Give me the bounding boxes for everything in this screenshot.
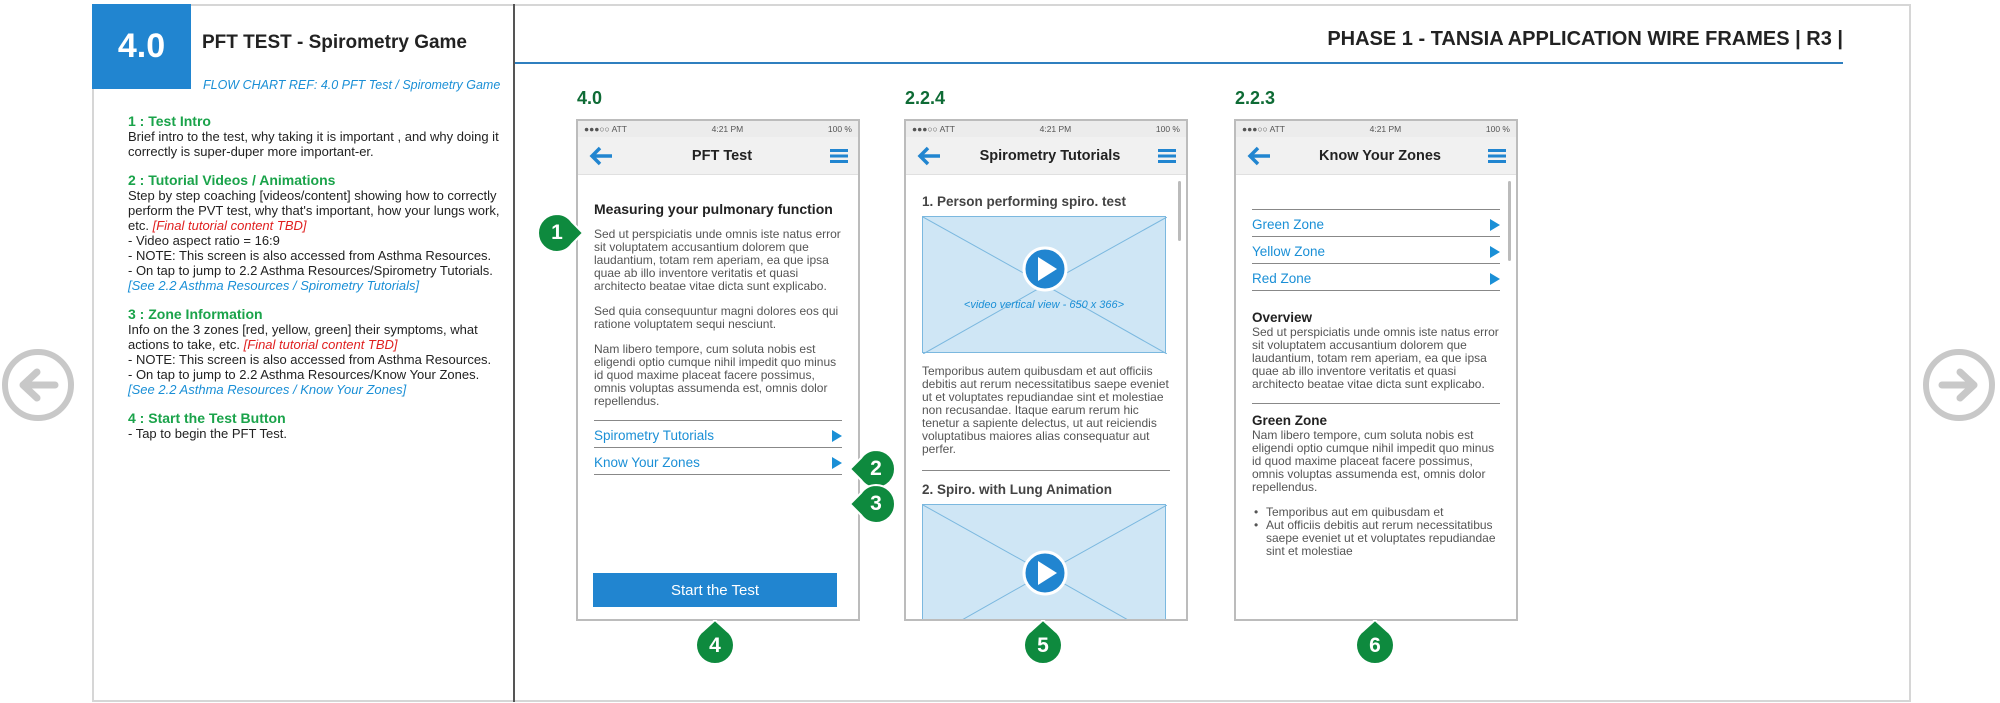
video-placeholder-graphic: [923, 505, 1167, 621]
callout-number: 6: [1369, 634, 1381, 657]
back-arrow-icon[interactable]: [588, 146, 614, 166]
section-number-badge: 4.0: [92, 4, 191, 89]
video-placeholder-graphic: [923, 217, 1167, 354]
arrow-left-icon: [1, 348, 75, 422]
note-3-ref: [See 2.2 Asthma Resources / Know Your Zones]: [128, 382, 407, 397]
note-1-heading: 1 : Test Intro: [128, 113, 211, 129]
note-3-heading: 3 : Zone Information: [128, 306, 263, 322]
clock: 4:21 PM: [1369, 124, 1402, 134]
note-3: [128, 307, 503, 397]
red-zone-link[interactable]: [1252, 264, 1500, 291]
green-zone-text: Nam libero tempore, cum soluta nobis est eligendi optio cumque nihil impedit quo minus id quod maxime placeat facere possimus, omnis voluptas assumenda est, omnis dolor repellendus.: [1252, 428, 1495, 494]
play-arrow-icon: [832, 430, 842, 442]
note-2-line3: - On tap to jump to 2.2 Asthma Resources/Spirometry Tutorials.: [128, 263, 493, 278]
note-2-line2: - NOTE: This screen is also accessed from Asthma Resources.: [128, 248, 492, 263]
play-arrow-icon: [832, 457, 842, 469]
note-2-tbd: [Final tutorial content TBD]: [152, 218, 307, 233]
bullet-item: • Temporibus aut em quibusdam et: [1252, 506, 1500, 519]
video-size-label: <video vertical view - 650 x 366>: [963, 299, 1125, 311]
phase-title: PHASE 1 - TANSIA APPLICATION WIRE FRAMES | R3 |: [1327, 28, 1843, 50]
note-4: [128, 411, 503, 441]
video-description: Temporibus autem quibusdam et aut officiis debitis aut rerum necessitatibus saepe eveniet ut et voluptates repudiandae sint et molestiae non recusandae. Itaque earum rerum hic tenetur a sapiente delectus, ut aut reiciendis voluptatibus maiores alias consequatur aut perfer.: [922, 364, 1169, 456]
nav-bar: [578, 137, 858, 175]
screen-label-4-0: 4.0: [577, 88, 603, 108]
phone-screen-spirometry-tutorials: [904, 119, 1188, 621]
note-4-heading: 4 : Start the Test Button: [128, 410, 286, 426]
note-4-text: - Tap to begin the PFT Test.: [128, 426, 287, 441]
annotation-notes: [128, 114, 503, 455]
callout-marker-4: [693, 620, 737, 664]
note-3-line2: - On tap to jump to 2.2 Asthma Resources/Know Your Zones.: [128, 367, 480, 382]
status-bar: [906, 121, 1186, 137]
note-3-text-wrap: [128, 322, 503, 352]
video-player-1[interactable]: [922, 216, 1166, 353]
callout-marker-1: [535, 211, 579, 255]
screen-content: [906, 175, 1186, 621]
callout-number: 4: [709, 634, 721, 657]
arrow-right-icon: [1922, 348, 1996, 422]
note-1: [128, 114, 503, 159]
yellow-zone-link[interactable]: [1252, 237, 1500, 264]
phone-screen-know-your-zones: [1234, 119, 1518, 621]
paragraph-1: Sed ut perspiciatis unde omnis iste natus error sit voluptatem accusantium dolorem que laudantium, totam rem aperiam, ea que ipsa quae ab illo inventore veritatis et quasi architecto beatae vitae dicta sunt explicabo.: [594, 227, 841, 293]
callout-number: 5: [1037, 634, 1049, 657]
overview-text: Sed ut perspiciatis unde omnis iste natus error sit voluptatem accusantium dolorem que laudantium, totam rem aperiam, ea que ipsa quae ab illo inventore veritatis et quasi architecto beatae vitae dicta sunt explicabo.: [1252, 325, 1499, 391]
paragraph-2: Sed quia consequuntur magni dolores eos qui ratione voluptatem sequi nesciunt.: [594, 304, 839, 331]
header-rule: [515, 62, 1843, 64]
screen-label-2-2-3: 2.2.3: [1235, 88, 1276, 108]
nav-bar: [1236, 137, 1516, 175]
callout-marker-5: [1021, 620, 1065, 664]
flow-chart-ref: FLOW CHART REF: 4.0 PFT Test / Spirometry Game: [203, 78, 501, 92]
callout-number: 2: [870, 457, 882, 480]
paragraph-3: Nam libero tempore, cum soluta nobis est eligendi optio cumque nihil impedit quo minus id quod maxime placeat facere possimus, omnis voluptas assumenda est, omnis dolor repellendus.: [594, 342, 837, 408]
note-1-text: Brief intro to the test, why taking it is important , and why doing it correctly is super-duper more important-er.: [128, 129, 499, 159]
note-2-line1: - Video aspect ratio = 16:9: [128, 233, 280, 248]
carrier: ●●●○○ ATT: [584, 124, 627, 134]
battery: 100 %: [1485, 124, 1510, 134]
carrier: ●●●○○ ATT: [1242, 124, 1285, 134]
spacer: [1252, 291, 1500, 311]
callout-number: 1: [551, 221, 563, 244]
bullet-item: • Aut officiis debitis aut rerum necessitatibus saepe eveniet ut et voluptates repudiandae sint et molestiae: [1252, 519, 1500, 558]
nav-title: PFT Test: [691, 147, 753, 164]
note-2-text: [128, 188, 503, 233]
status-bar: [578, 121, 858, 137]
play-arrow-icon: [1490, 273, 1500, 285]
column-divider: [513, 4, 515, 702]
note-2-line3-wrap: [128, 263, 503, 293]
start-test-button[interactable]: Start the Test: [593, 573, 837, 607]
back-arrow-icon[interactable]: [916, 146, 942, 166]
screen-label-2-2-4: 2.2.4: [905, 88, 946, 108]
battery: 100 %: [827, 124, 852, 134]
know-your-zones-link[interactable]: [594, 448, 842, 475]
next-page-button[interactable]: [1922, 348, 1996, 422]
divider: [922, 470, 1170, 471]
play-arrow-icon: [1490, 219, 1500, 231]
menu-icon[interactable]: [1488, 149, 1506, 163]
video-2-title: 2. Spiro. with Lung Animation: [922, 482, 1112, 497]
previous-page-button[interactable]: [1, 348, 75, 422]
callout-marker-6: [1353, 620, 1397, 664]
link-label: Green Zone: [1252, 217, 1325, 232]
page-title: PFT TEST - Spirometry Game: [202, 32, 467, 53]
link-label: Yellow Zone: [1252, 244, 1326, 259]
note-2-ref: [See 2.2 Asthma Resources / Spirometry Tutorials]: [128, 278, 420, 293]
link-label: Spirometry Tutorials: [594, 428, 715, 443]
scrollbar[interactable]: [1178, 181, 1181, 241]
overview-heading: Overview: [1252, 310, 1313, 325]
spirometry-tutorials-link[interactable]: [594, 420, 842, 448]
status-bar: [1236, 121, 1516, 137]
nav-title: Spirometry Tutorials: [979, 147, 1121, 164]
content-heading: Measuring your pulmonary function: [594, 201, 833, 217]
screen-content: [1236, 175, 1516, 558]
video-1-title: 1. Person performing spiro. test: [922, 194, 1127, 209]
callout-marker-3: [846, 482, 890, 526]
video-player-2[interactable]: [922, 504, 1166, 621]
link-label: Know Your Zones: [594, 455, 700, 470]
callout-number: 3: [870, 492, 882, 515]
battery: 100 %: [1155, 124, 1180, 134]
menu-icon[interactable]: [830, 149, 848, 163]
menu-icon[interactable]: [1158, 149, 1176, 163]
note-3-line1: - NOTE: This screen is also accessed from Asthma Resources.: [128, 352, 492, 367]
scrollbar[interactable]: [1508, 181, 1511, 261]
clock: 4:21 PM: [711, 124, 744, 134]
nav-bar: [906, 137, 1186, 175]
link-label: Red Zone: [1252, 271, 1312, 286]
note-2: [128, 173, 503, 293]
play-arrow-icon: [1490, 246, 1500, 258]
note-2-body: Step by step coaching [videos/content] showing how to correctly perform the PVT test, why that's important, how your lungs work, etc.: [128, 188, 500, 233]
divider: [1252, 403, 1500, 404]
phone-screen-pft-test: [576, 119, 860, 621]
back-arrow-icon[interactable]: [1246, 146, 1272, 166]
note-3-tbd: [Final tutorial content TBD]: [243, 337, 398, 352]
nav-title: Know Your Zones: [1319, 147, 1441, 164]
carrier: ●●●○○ ATT: [912, 124, 955, 134]
note-3-text: Info on the 3 zones [red, yellow, green] their symptoms, what actions to take, etc.: [128, 322, 478, 352]
note-2-heading: 2 : Tutorial Videos / Animations: [128, 172, 336, 188]
clock: 4:21 PM: [1039, 124, 1072, 134]
screen-content: [578, 175, 858, 475]
green-zone-link[interactable]: [1252, 209, 1500, 237]
green-zone-heading: Green Zone: [1252, 413, 1328, 428]
